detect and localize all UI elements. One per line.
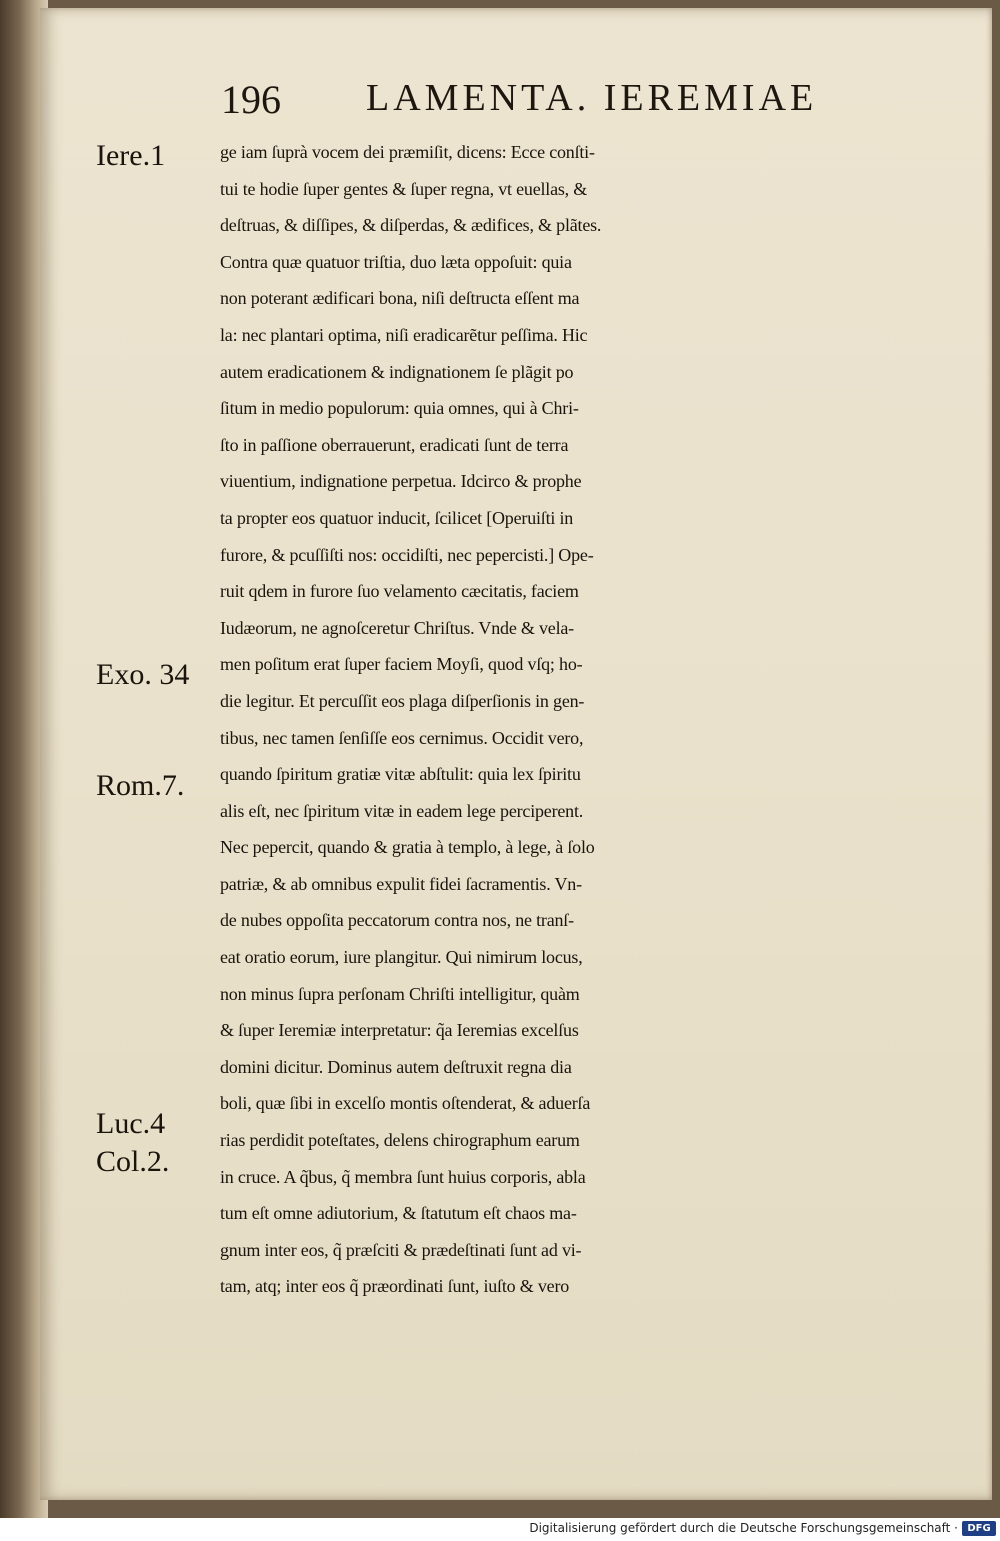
text-line: ta propter eos quatuor inducit, ſcilicet [Operuiſti in (220, 507, 574, 528)
footer-bar (0, 1518, 1000, 1541)
text-line: alis eſt, nec ſpiritum vitæ in eadem lege perciperent. (220, 800, 584, 821)
text-line: Iudæorum, ne agnoſceretur Chriſtus. Vnde & vela- (220, 617, 574, 638)
text-line: in cruce. A q̃bus, q̃ membra ſunt huius corporis, abla (220, 1166, 586, 1187)
text-line: ge iam ſuprà vocem dei præmiſit, dicens: Ecce conſti- (220, 142, 595, 162)
text-line: rias perdidit poteſtates, delens chirographum earum (220, 1130, 580, 1151)
text-line: tum eſt omne adiutorium, & ſtatutum eſt chaos ma- (220, 1203, 577, 1224)
text-line: ruit qdem in furore ſuo velamento cæcitatis, faciem (220, 581, 579, 602)
dfg-logo: DFG (962, 1521, 996, 1536)
text-line: ſto in paſſione oberrauerunt, eradicati ſunt de terra (220, 434, 569, 455)
text-line: tibus, nec tamen ſenſiſſe eos cernimus. Occidit vero, (220, 727, 584, 748)
text-line: men poſitum erat ſuper faciem Moyſi, quod vſq; ho- (220, 654, 583, 675)
text-line: Nec pepercit, quando & gratia à templo, à lege, à ſolo (220, 837, 595, 858)
marginal-note: Exo. 34 (96, 658, 190, 691)
body-text (220, 134, 940, 1305)
text-line: tam, atq; inter eos q̃ præordinati ſunt, iuſto & vero (220, 1276, 570, 1297)
text-line: deſtruas, & diſſipes, & diſperdas, & ædifices, & plãtes. (220, 215, 602, 236)
marginal-note: Luc.4 (96, 1107, 166, 1140)
text-line: viuentium, indignatione perpetua. Idcirco & prophe (220, 471, 582, 492)
text-line: la: nec plantari optima, niſi eradicarẽtur peſſima. Hic (220, 324, 588, 345)
text-line: quando ſpiritum gratiæ vitæ abſtulit: quia lex ſpiritu (220, 764, 581, 785)
footer-credit: Digitalisierung gefördert durch die Deutsche Forschungsgemeinschaft · (529, 1521, 958, 1535)
text-line: domini dicitur. Dominus autem deſtruxit regna dia (220, 1056, 572, 1077)
text-line: de nubes oppoſita peccatorum contra nos, ne tranſ- (220, 910, 574, 931)
marginal-note: Col.2. (96, 1145, 170, 1178)
text-line: autem eradicationem & indignationem ſe plãgit po (220, 361, 574, 382)
text-line: non poterant ædificari bona, niſi deſtructa eſſent ma (220, 288, 580, 309)
text-line: furore, & pcuſſiſti nos: occidiſti, nec pepercisti.] Ope- (220, 544, 594, 565)
text-line: die legitur. Et percuſſit eos plaga diſperſionis in gen- (220, 690, 585, 711)
marginal-note: Iere.1 (96, 139, 166, 172)
text-line: gnum inter eos, q̃ præſciti & prædeſtinati ſunt ad vi- (220, 1239, 582, 1260)
marginal-note: Rom.7. (96, 769, 185, 802)
text-line: tui te hodie ſuper gentes & ſuper regna, vt euellas, & (220, 178, 588, 199)
text-line: boli, quæ ſibi in excelſo montis oſtenderat, & aduerſa (220, 1093, 591, 1114)
text-line: ſitum in medio populorum: quia omnes, qui à Chri- (220, 398, 579, 419)
text-line: patriæ, & ab omnibus expulit fidei ſacramentis. Vn- (220, 873, 582, 894)
page-number: 196 (221, 77, 281, 122)
text-line: & ſuper Ieremiæ interpretatur: q̃a Ieremias excelſus (220, 1020, 579, 1041)
text-line: non minus ſupra perſonam Chriſti intelligitur, quàm (220, 983, 580, 1004)
text-line: eat oratio eorum, iure plangitur. Qui nimirum locus, (220, 947, 583, 968)
text-line: Contra quæ quatuor triſtia, duo læta oppoſuit: quia (220, 251, 572, 272)
running-head: LAMENTA. IEREMIAE (366, 77, 818, 119)
